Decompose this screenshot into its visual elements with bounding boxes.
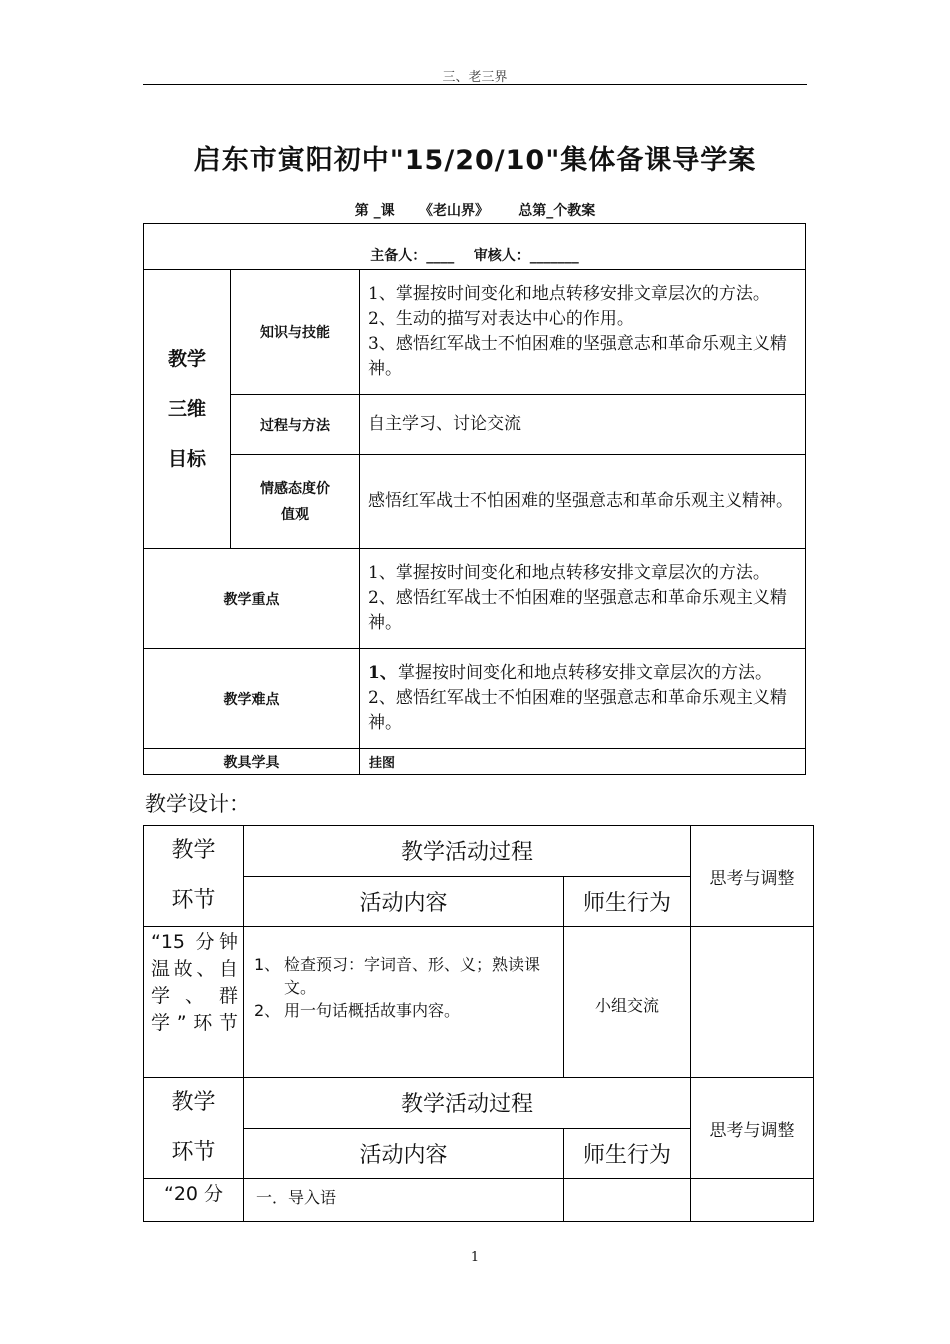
group-label-line-2: 三维 [167, 398, 206, 420]
stage-1-reflection [691, 927, 814, 1078]
stage-1-cell: “15 分钟温故、自学、群学”环节 [144, 927, 244, 1078]
content-header: 活动内容 [244, 876, 564, 927]
group-label-line-3: 目标 [167, 448, 206, 470]
tools-label: 教具学具 [144, 749, 360, 775]
reflection-header-repeat: 思考与调整 [691, 1078, 814, 1179]
reflection-header: 思考与调整 [691, 826, 814, 927]
document-title: 启东市寅阳初中"15/20/10"集体备课导学案 [193, 145, 757, 176]
lesson-subtitle: 第 _课 《老山界》 总第_个教案 [354, 203, 596, 219]
process-header-repeat: 教学活动过程 [244, 1078, 691, 1129]
difficulty-item-2: 2、感悟红军战士不怕困难的坚强意志和革命乐观主义精神。 [368, 688, 787, 733]
knowledge-line-2: 2、生动的描写对表达中心的作用。 [368, 309, 634, 329]
difficulty-item-1: 1、 掌握按时间变化和地点转移安排文章层次的方法。 [368, 663, 772, 683]
lesson-plan-table [143, 223, 806, 775]
stage-2-reflection [691, 1179, 814, 1222]
difficulties-content [360, 649, 806, 749]
tools-content: 挂图 [360, 749, 806, 775]
objectives-group-label [144, 270, 231, 549]
key-point-line-1: 1、掌握按时间变化和地点转移安排文章层次的方法。 [368, 563, 770, 583]
preparer-row [144, 224, 806, 270]
stage-1-behavior: 小组交流 [564, 927, 691, 1078]
difficulties-label: 教学难点 [144, 649, 360, 749]
stage-header-repeat: 教学 环节 [144, 1078, 244, 1179]
knowledge-line-1: 1、掌握按时间变化和地点转移安排文章层次的方法。 [368, 284, 770, 304]
stage-1-content [244, 927, 564, 1078]
group-label-line-1: 教学 [167, 348, 206, 370]
process-method-label: 过程与方法 [231, 395, 360, 455]
stage-2-behavior [564, 1179, 691, 1222]
key-points-label: 教学重点 [144, 549, 360, 649]
behavior-header: 师生行为 [564, 876, 691, 927]
key-point-line-2: 2、感悟红军战士不怕困难的坚强意志和革命乐观主义精神。 [368, 588, 787, 633]
process-method-content: 自主学习、讨论交流 [360, 395, 806, 455]
design-heading: 教学设计： [145, 792, 250, 816]
stage-2-content: 一．导入语 [244, 1179, 564, 1222]
process-header: 教学活动过程 [244, 826, 691, 877]
knowledge-skills-label: 知识与技能 [231, 270, 360, 395]
page-number: 1 [470, 1250, 480, 1265]
stage-header: 教学 环节 [144, 826, 244, 927]
knowledge-line-3: 3、感悟红军战士不怕困难的坚强意志和革命乐观主义精神。 [368, 334, 787, 379]
behavior-header-repeat: 师生行为 [564, 1128, 691, 1179]
running-header: 三、老三界 [442, 70, 508, 85]
stage-2-cell: “20 分 [144, 1179, 244, 1222]
preparer-line: 主备人：____ 审核人：_______ [370, 248, 579, 264]
header-rule [143, 84, 807, 85]
stage-1-item-2: 2、 用一句话概括故事内容。 [254, 1001, 461, 1020]
key-points-content [360, 549, 806, 649]
stage-1-item-1: 1、 检查预习：字词音、形、义；熟读课文。 [254, 955, 541, 997]
emotion-attitude-content: 感悟红军战士不怕困难的坚强意志和革命乐观主义精神。 [360, 455, 806, 549]
emotion-attitude-label: 情感态度价 值观 [231, 455, 360, 549]
teaching-design-table [143, 825, 814, 1222]
content-header-repeat: 活动内容 [244, 1128, 564, 1179]
knowledge-skills-content [360, 270, 806, 395]
